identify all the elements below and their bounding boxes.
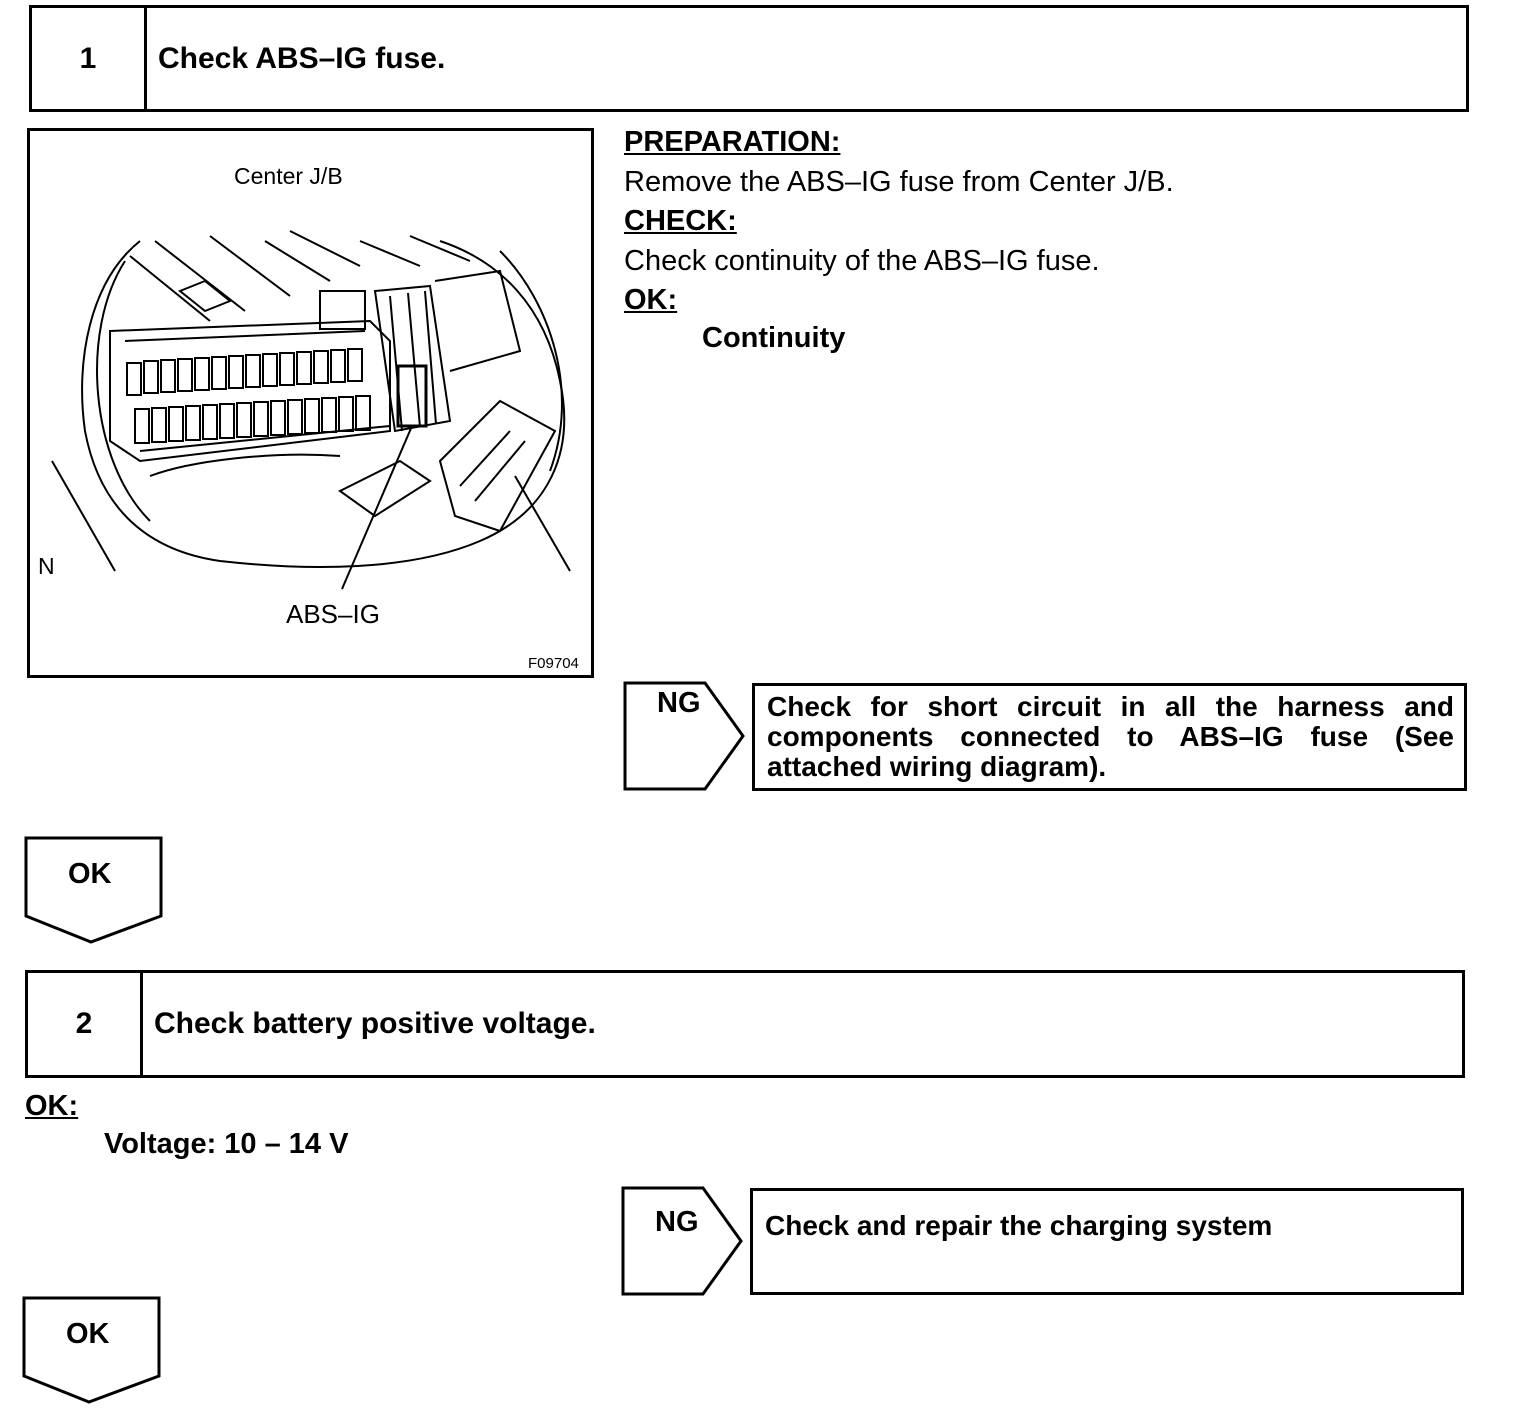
ng-arrow-2 [621,1186,747,1296]
ok-arrow-1 [24,836,164,946]
ok-label-2: OK [66,1318,110,1350]
ng-arrow-1 [623,681,749,791]
figure-id: F09704 [528,655,579,672]
preparation-text: Remove the ABS–IG fuse from Center J/B. [624,166,1174,198]
ok-heading-1: OK: [624,284,678,316]
ok-value-2: Voltage: 10 – 14 V [104,1128,349,1160]
step-1-number: 1 [32,8,147,109]
ng-action-2: Check and repair the charging system [750,1188,1464,1295]
ng-label-1: NG [657,687,701,719]
ok-arrow-2 [22,1296,162,1406]
figure-label-abs-ig: ABS–IG [286,599,380,629]
step-1-header [29,5,1469,112]
step-2-header [25,970,1465,1078]
preparation-heading: PREPARATION: [624,126,841,158]
fuse-location-figure [27,128,594,678]
check-text: Check continuity of the ABS–IG fuse. [624,245,1100,277]
center-jb-illustration [30,131,591,675]
step-2-number: 2 [28,973,143,1075]
step-1-title: Check ABS–IG fuse. [158,41,446,75]
figure-label-center-jb: Center J/B [234,163,343,189]
ok-heading-2: OK: [25,1090,79,1122]
figure-label-n: N [38,553,55,579]
step-2-title: Check battery positive voltage. [154,1007,596,1040]
ng-action-1: Check for short circuit in all the harness and components connected to ABS–IG fuse (See attached wiring diagram). [752,683,1467,791]
ng-label-2: NG [655,1206,699,1238]
ok-value-1: Continuity [702,322,846,354]
ok-label-1: OK [68,858,112,890]
check-heading: CHECK: [624,205,737,237]
